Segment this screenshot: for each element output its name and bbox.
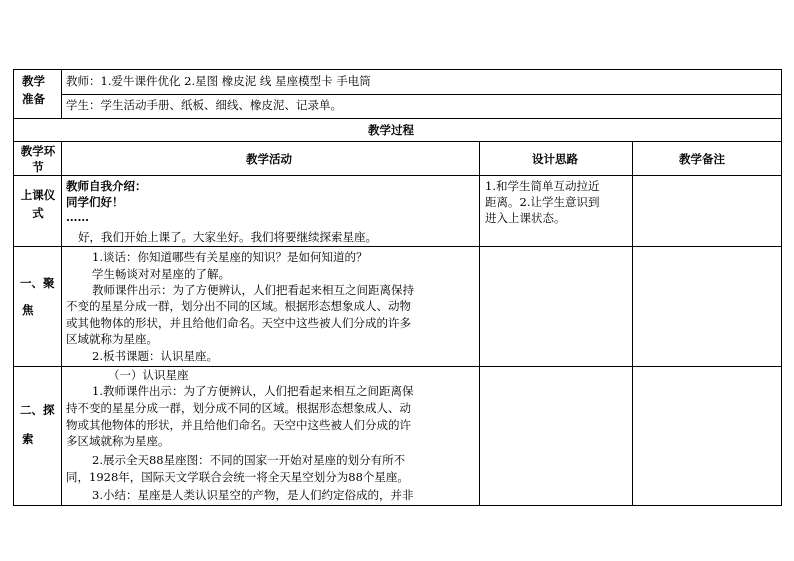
stage-label-line1: 上课仪	[20, 188, 56, 202]
prep-label-line1: 教学	[22, 74, 45, 88]
activity-line: 物或其他物体的形状，并且给他们命名。天空中这些被人们分成的许	[66, 418, 411, 432]
grid-line	[479, 141, 480, 506]
activity-line: 2.展示全天88星座图：不同的国家一开始对星座的划分有所不	[92, 453, 406, 467]
design-line: 1.和学生简单互动拉近	[485, 179, 600, 193]
stage-label-line2: 式	[32, 206, 44, 220]
prep-label-line2: 准备	[22, 92, 45, 106]
activity-line: 教师课件出示：为了方便辨认，人们把看起来相互之间距离保持	[92, 283, 414, 297]
grid-line	[61, 94, 782, 95]
grid-line	[781, 69, 782, 506]
stage-label	[20, 402, 55, 447]
activity-line: 或其他物体的形状，并且给他们命名。天空中这些被人们分成的许多	[66, 316, 411, 330]
activity-line: 多区域就称为星座。	[66, 434, 170, 448]
stage-label-line1: 一、聚	[20, 276, 55, 290]
process-title: 教学过程	[368, 123, 414, 137]
stage-label-line2: 焦	[22, 303, 34, 317]
activity-line: 好，我们开始上课了。大家坐好。我们将要继续探索星座。	[78, 230, 377, 244]
prep-label	[22, 73, 45, 107]
grid-line	[13, 69, 782, 70]
header-notes: 教学备注	[679, 152, 725, 166]
grid-line	[13, 118, 782, 119]
grid-line	[13, 175, 782, 176]
prep-teacher: 教师：1.爱牛课件优化 2.星图 橡皮泥 线 星座模型卡 手电筒	[66, 74, 371, 88]
activity-line: 学生畅谈对对星座的了解。	[92, 267, 230, 281]
design-line: 距离。2.让学生意识到	[485, 195, 600, 209]
activity-line: ……	[66, 210, 89, 224]
grid-line	[13, 246, 782, 247]
activity-line: 不变的星星分成一群，划分出不同的区域。根据形态想象成人、动物	[66, 299, 411, 313]
activity-line: 同学们好！	[66, 195, 124, 209]
header-stage	[18, 143, 58, 175]
grid-line	[61, 69, 62, 119]
activity-line: 同，1928年，国际天文学联合会统一将全天星空划分为88个星座。	[66, 470, 409, 484]
grid-line	[13, 141, 782, 142]
grid-line	[632, 141, 633, 506]
activity-line: 1.教师课件出示：为了方便辨认，人们把看起来相互之间距离保	[92, 384, 414, 398]
activity-line: （一）认识星座	[108, 368, 189, 382]
grid-line	[61, 141, 62, 506]
stage-label	[20, 275, 55, 318]
activity-line: 区域就称为星座。	[66, 332, 158, 346]
prep-student: 学生：学生活动手册、纸板、细线、橡皮泥、记录单。	[66, 98, 342, 112]
grid-line	[13, 69, 14, 506]
activity-line: 2.板书课题：认识星座。	[92, 349, 218, 363]
stage-label	[18, 187, 58, 221]
stage-label-line1: 二、探	[20, 403, 55, 417]
design-line: 进入上课状态。	[485, 211, 566, 225]
activity-line: 教师自我介绍：	[66, 179, 147, 193]
header-activity: 教学活动	[246, 152, 292, 166]
grid-line	[13, 505, 782, 506]
header-stage-line2: 节	[32, 160, 44, 174]
activity-line: 3.小结：星座是人类认识星空的产物，是人们约定俗成的，并非	[92, 488, 414, 502]
header-design: 设计思路	[532, 152, 578, 166]
activity-line: 1.谈话：你知道哪些有关星座的知识？是如何知道的？	[92, 250, 368, 264]
header-stage-line1: 教学环	[20, 144, 56, 158]
activity-line: 持不变的星星分成一群，划分成不同的区域。根据形态想象成人、动	[66, 401, 411, 415]
stage-label-line2: 索	[22, 432, 34, 446]
